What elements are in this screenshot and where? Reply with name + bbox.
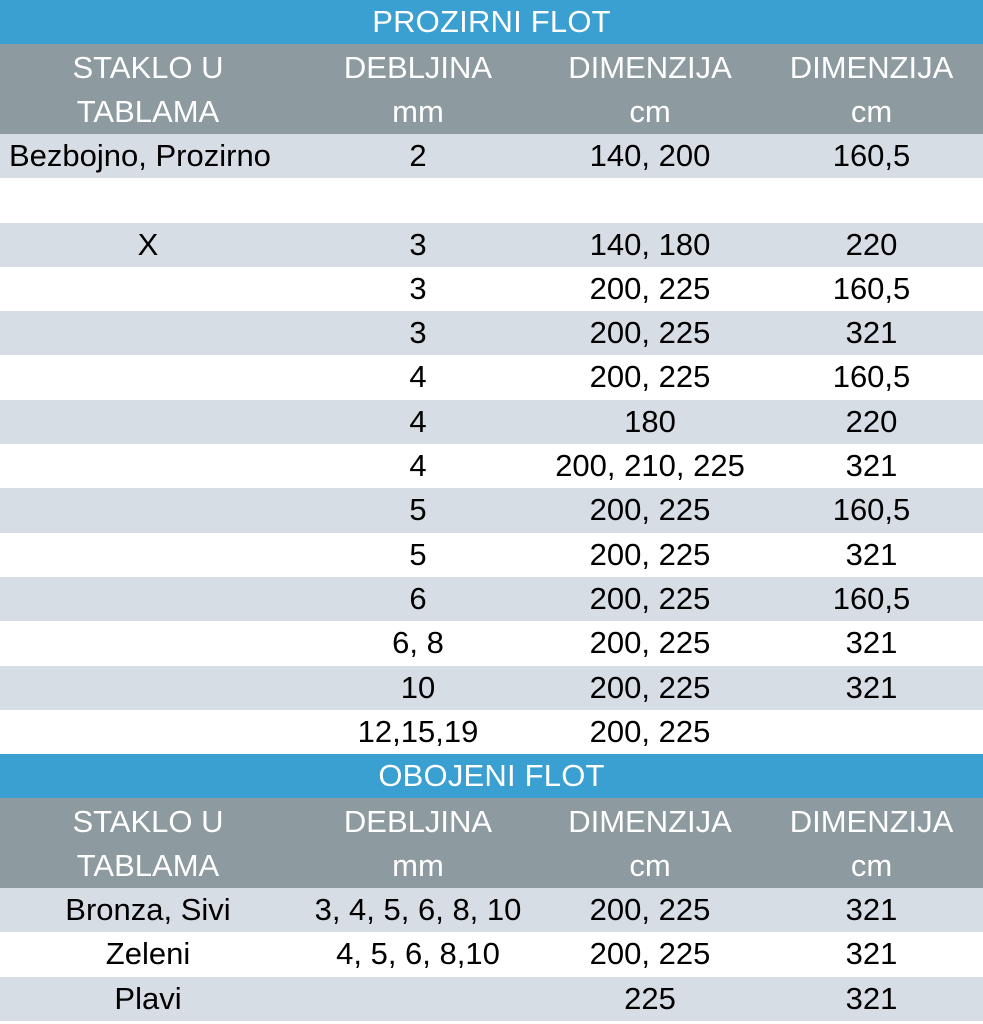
section-title-obojeni-flot: OBOJENI FLOT bbox=[0, 754, 983, 798]
cell-debljina bbox=[296, 977, 540, 1021]
table-row bbox=[0, 710, 983, 754]
header-debljina bbox=[296, 798, 540, 888]
cell-debljina: 3 bbox=[409, 315, 427, 351]
cell-dimenzija-1: 200, 225 bbox=[589, 892, 711, 928]
cell-dimenzija-2: 220 bbox=[845, 226, 898, 262]
cell-staklo: Bronza, Sivi bbox=[65, 892, 231, 928]
header-line: DIMENZIJA bbox=[568, 50, 732, 85]
cell-dimenzija-1: 200, 225 bbox=[589, 315, 711, 351]
header-line: mm bbox=[392, 94, 444, 129]
cell-dimenzija-1: 200, 210, 225 bbox=[555, 448, 745, 484]
cell-staklo: Zeleni bbox=[105, 936, 191, 972]
header-line: DIMENZIJA bbox=[568, 804, 732, 840]
cell-dimenzija-2: 220 bbox=[845, 403, 898, 439]
cell-dimenzija-1: 200, 225 bbox=[589, 625, 711, 661]
cell-dimenzija-2: 321 bbox=[845, 892, 898, 928]
table-row bbox=[0, 488, 983, 532]
column-header-row bbox=[0, 798, 983, 888]
table-row bbox=[0, 267, 983, 311]
cell-dimenzija-1: 200, 225 bbox=[589, 580, 711, 616]
cell-staklo: X bbox=[137, 226, 159, 262]
cell-staklo bbox=[0, 400, 296, 444]
header-line: DEBLJINA bbox=[343, 50, 493, 85]
cell-dimenzija-2: 321 bbox=[845, 936, 898, 972]
header-line: DEBLJINA bbox=[343, 804, 493, 840]
section-title-prozirni-flot: PROZIRNI FLOT bbox=[0, 0, 983, 44]
cell-debljina: 4 bbox=[409, 448, 427, 484]
cell-staklo bbox=[0, 488, 296, 532]
cell-dimenzija-2: 160,5 bbox=[832, 270, 911, 306]
cell-dimenzija-1: 140, 180 bbox=[589, 226, 711, 262]
table-row bbox=[0, 533, 983, 577]
cell-debljina: 12,15,19 bbox=[357, 713, 479, 749]
table-row bbox=[0, 577, 983, 621]
cell-debljina: 4 bbox=[409, 359, 427, 395]
cell-dimenzija-1: 200, 225 bbox=[589, 669, 711, 705]
table-body-prozirni bbox=[0, 134, 983, 754]
cell-staklo bbox=[0, 178, 296, 222]
table-row bbox=[0, 621, 983, 665]
cell-dimenzija-2: 321 bbox=[845, 669, 898, 705]
cell-dimenzija-2: 321 bbox=[845, 315, 898, 351]
header-line: TABLAMA bbox=[76, 848, 220, 884]
header-line: cm bbox=[629, 848, 671, 884]
header-dimenzija-1 bbox=[540, 44, 760, 134]
cell-dimenzija-2: 160,5 bbox=[832, 580, 911, 616]
cell-dimenzija-1: 180 bbox=[624, 403, 676, 439]
cell-debljina: 3 bbox=[409, 270, 427, 306]
cell-staklo bbox=[0, 533, 296, 577]
cell-debljina: 6 bbox=[409, 580, 427, 616]
cell-staklo bbox=[0, 355, 296, 399]
cell-dimenzija-2: 321 bbox=[845, 448, 898, 484]
header-line: STAKLO U bbox=[72, 804, 224, 840]
cell-staklo bbox=[0, 621, 296, 665]
header-line: STAKLO U bbox=[72, 50, 224, 85]
cell-debljina: 3 bbox=[409, 226, 427, 262]
cell-dimenzija-2: 321 bbox=[845, 980, 898, 1016]
header-line: mm bbox=[392, 848, 444, 884]
header-staklo-u-tablama bbox=[0, 44, 296, 134]
cell-staklo bbox=[0, 577, 296, 621]
cell-dimenzija-1: 140, 200 bbox=[589, 138, 711, 173]
cell-staklo bbox=[0, 267, 296, 311]
cell-debljina: 6, 8 bbox=[392, 625, 444, 661]
cell-debljina: 5 bbox=[409, 536, 427, 572]
cell-debljina bbox=[296, 178, 540, 222]
header-dimenzija-1 bbox=[540, 798, 760, 888]
cell-dimenzija-1: 225 bbox=[624, 980, 676, 1016]
column-header-row bbox=[0, 44, 983, 134]
cell-dimenzija-1: 200, 225 bbox=[589, 359, 711, 395]
cell-debljina: 2 bbox=[409, 138, 427, 173]
header-dimenzija-2 bbox=[760, 798, 983, 888]
table-row bbox=[0, 223, 983, 267]
table-body-obojeni bbox=[0, 888, 983, 1021]
header-line: DIMENZIJA bbox=[789, 50, 954, 85]
table-row bbox=[0, 355, 983, 399]
cell-dimenzija-1: 200, 225 bbox=[589, 536, 711, 572]
table-row bbox=[0, 888, 983, 932]
table-row bbox=[0, 977, 983, 1021]
cell-staklo bbox=[0, 444, 296, 488]
cell-staklo: Plavi bbox=[114, 980, 182, 1016]
cell-staklo bbox=[0, 710, 296, 754]
cell-dimenzija-1: 200, 225 bbox=[589, 713, 711, 749]
cell-dimenzija-2: 321 bbox=[845, 625, 898, 661]
header-dimenzija-2 bbox=[760, 44, 983, 134]
header-line: DIMENZIJA bbox=[789, 804, 954, 840]
cell-dimenzija-2 bbox=[760, 178, 983, 222]
table-row bbox=[0, 400, 983, 444]
table-row bbox=[0, 666, 983, 710]
cell-dimenzija-1: 200, 225 bbox=[589, 936, 711, 972]
cell-debljina: 4, 5, 6, 8,10 bbox=[336, 936, 500, 972]
cell-staklo bbox=[0, 311, 296, 355]
header-line: cm bbox=[629, 94, 671, 129]
header-line: cm bbox=[850, 94, 893, 129]
header-staklo-u-tablama bbox=[0, 798, 296, 888]
cell-debljina: 5 bbox=[409, 492, 427, 528]
cell-dimenzija-2: 160,5 bbox=[832, 138, 911, 173]
cell-dimenzija-2: 160,5 bbox=[832, 492, 911, 528]
cell-dimenzija-2 bbox=[760, 710, 983, 754]
table-row bbox=[0, 444, 983, 488]
header-line: cm bbox=[850, 848, 893, 884]
header-debljina bbox=[296, 44, 540, 134]
cell-dimenzija-1: 200, 225 bbox=[589, 270, 711, 306]
header-line: TABLAMA bbox=[76, 94, 220, 129]
cell-dimenzija-1 bbox=[540, 178, 760, 222]
table-row bbox=[0, 134, 983, 178]
table-row bbox=[0, 178, 983, 222]
cell-staklo bbox=[0, 666, 296, 710]
cell-debljina: 10 bbox=[400, 669, 436, 705]
cell-staklo: Bezbojno, Prozirno bbox=[9, 138, 271, 173]
cell-dimenzija-2: 160,5 bbox=[832, 359, 911, 395]
cell-dimenzija-1: 200, 225 bbox=[589, 492, 711, 528]
table-row bbox=[0, 311, 983, 355]
cell-debljina: 4 bbox=[409, 403, 427, 439]
cell-debljina: 3, 4, 5, 6, 8, 10 bbox=[314, 892, 522, 928]
table-row bbox=[0, 932, 983, 976]
cell-dimenzija-2: 321 bbox=[845, 536, 898, 572]
